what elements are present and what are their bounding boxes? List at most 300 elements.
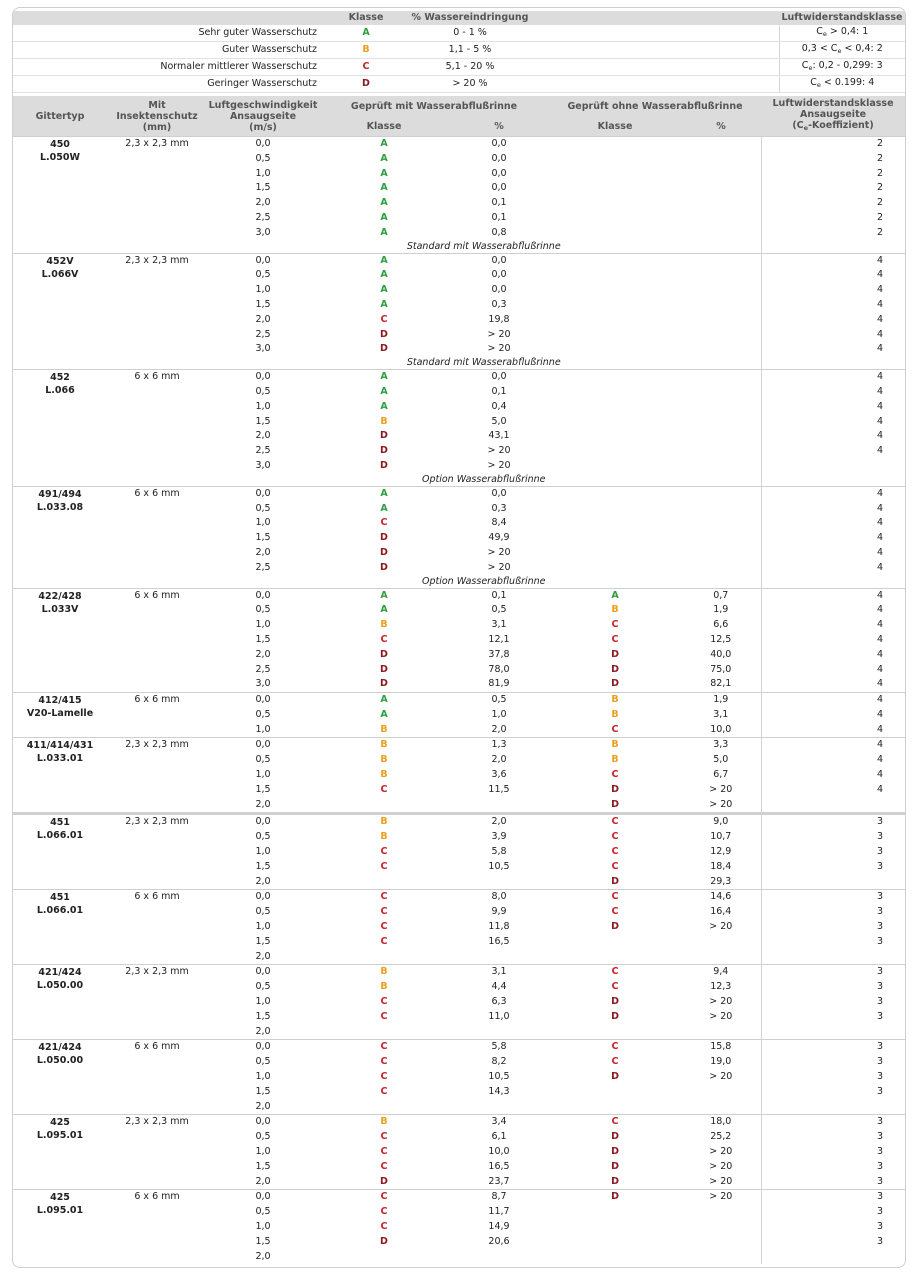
- pct-mit-cell: 1,0: [491, 708, 507, 720]
- luftwiderstand-cell: 3: [761, 1160, 905, 1175]
- luftgeschwindigkeit-cell: 2,0: [255, 1175, 271, 1187]
- klasse-ohne-cell: [549, 1250, 681, 1265]
- pct-mit-cell: 11,5: [488, 783, 510, 795]
- pct-ohne-cell: [681, 283, 761, 298]
- pct-mit-cell: 0,5: [449, 693, 549, 708]
- klasse-ohne-cell: [549, 181, 681, 196]
- table-row: [13, 253, 905, 268]
- pct-mit-cell: [449, 1250, 549, 1265]
- klasse-mit-cell: A: [380, 708, 388, 720]
- klasse-mit-cell: D: [380, 532, 388, 544]
- pct-ohne-cell: [681, 1205, 761, 1220]
- pct-ohne-cell: [681, 1025, 761, 1040]
- pct-mit-cell: 0,0: [491, 182, 507, 194]
- klasse-ohne-cell: [549, 935, 681, 950]
- luftgeschwindigkeit-cell: 0,0: [207, 1190, 319, 1205]
- pct-mit-cell: 14,9: [488, 1220, 510, 1232]
- group-note: Option Wasserabflußrinne: [422, 575, 546, 587]
- klasse-ohne-cell: [549, 1085, 681, 1100]
- klasse-mit-cell: A: [319, 370, 449, 385]
- klasse-mit-cell: C: [380, 935, 388, 947]
- luftwiderstand-cell: 4: [761, 516, 905, 531]
- pct-ohne-cell: > 20: [709, 1071, 733, 1083]
- pct-ohne-cell: 1,9: [713, 604, 729, 616]
- pct-ohne-cell: [681, 935, 761, 950]
- pct-ohne-cell: [681, 950, 761, 965]
- klasse-ohne-cell: C: [611, 769, 619, 781]
- klasse-mit-cell: C: [380, 1056, 388, 1068]
- luftwiderstand-cell: 3: [761, 1130, 905, 1145]
- luftwiderstand-cell: 4: [761, 531, 905, 546]
- pct-ohne-cell: 12,5: [710, 633, 732, 645]
- pct-mit-cell: [449, 950, 549, 965]
- klasse-mit-cell: C: [380, 783, 388, 795]
- pct-mit-cell: > 20: [487, 328, 511, 340]
- pct-ohne-cell: 40,0: [710, 648, 732, 660]
- klasse-mit-cell: C: [380, 1220, 388, 1232]
- luftwiderstand-cell: 4: [761, 253, 905, 268]
- klasse-ohne-cell: C: [611, 723, 619, 735]
- klasse-mit-cell: C: [380, 846, 388, 858]
- pct-mit-cell: 19,8: [488, 313, 510, 325]
- table-row: [13, 1190, 905, 1205]
- legend-luftwiderstand: $C_e$: 0,2 - 0,299: 3: [779, 59, 905, 76]
- col-header-luftwiderstand: Luftwiderstandsklasse Ansaugseite $(C_e-Koeffizient)$: [761, 96, 905, 137]
- pct-mit-cell: 0,8: [491, 226, 507, 238]
- klasse-mit-cell: A: [319, 486, 449, 501]
- luftgeschwindigkeit-cell: 0,5: [255, 385, 271, 397]
- luftgeschwindigkeit-cell: 0,5: [255, 1206, 271, 1218]
- klasse-mit-cell: D: [380, 1235, 388, 1247]
- luftwiderstand-cell: 3: [761, 905, 905, 920]
- klasse-ohne-cell: C: [611, 906, 619, 918]
- klasse-mit-cell: D: [380, 678, 388, 690]
- klasse-mit-cell: A: [380, 182, 388, 194]
- luftwiderstand-cell: 4: [761, 663, 905, 678]
- klasse-ohne-cell: D: [611, 1010, 619, 1022]
- luftgeschwindigkeit-cell: 1,0: [255, 846, 271, 858]
- pct-mit-cell: 11,8: [488, 921, 510, 933]
- luftgeschwindigkeit-cell: 0,0: [207, 253, 319, 268]
- klasse-ohne-cell: [549, 516, 681, 531]
- table-row: [13, 1040, 905, 1055]
- pct-ohne-cell: [681, 313, 761, 328]
- klasse-ohne-cell: D: [611, 678, 619, 690]
- klasse-ohne-cell: C: [611, 981, 619, 993]
- klasse-ohne-cell: D: [611, 798, 619, 810]
- luftgeschwindigkeit-cell: 0,0: [207, 1115, 319, 1130]
- klasse-mit-cell: C: [380, 996, 388, 1008]
- legend-description: Normaler mittlerer Wasserschutz: [13, 59, 325, 76]
- luftwiderstand-cell: 4: [761, 400, 905, 415]
- luftwiderstand-cell: 3: [761, 1085, 905, 1100]
- luftgeschwindigkeit-cell: 1,5: [255, 298, 271, 310]
- pct-mit-cell: 0,4: [491, 400, 507, 412]
- table-row: [13, 890, 905, 905]
- luftwiderstand-cell: 2: [761, 211, 905, 226]
- klasse-ohne-cell: [549, 950, 681, 965]
- luftgeschwindigkeit-cell: 1,5: [255, 1010, 271, 1022]
- klasse-ohne-cell: C: [549, 890, 681, 905]
- insektenschutz-cell: 6 x 6 mm: [107, 486, 207, 588]
- pct-mit-cell: 3,6: [491, 769, 507, 781]
- klasse-mit-cell: B: [380, 415, 388, 427]
- pct-mit-cell: 43,1: [488, 430, 510, 442]
- luftwiderstand-cell: 2: [761, 196, 905, 211]
- luftgeschwindigkeit-cell: 2,0: [255, 546, 271, 558]
- luftgeschwindigkeit-cell: 1,5: [255, 415, 271, 427]
- col-header-klasse-mit: Klasse: [319, 116, 449, 137]
- pct-mit-cell: 6,1: [491, 1131, 507, 1143]
- insektenschutz-cell: 6 x 6 mm: [107, 370, 207, 487]
- luftwiderstand-cell: 3: [761, 830, 905, 845]
- gittertyp-cell: 421/424 L.050.00: [13, 965, 107, 1040]
- klasse-ohne-cell: [549, 167, 681, 182]
- gittertyp-cell: 452 L.066: [13, 370, 107, 487]
- klasse-mit-cell: C: [380, 1010, 388, 1022]
- pct-ohne-cell: 10,0: [710, 723, 732, 735]
- klasse-mit-cell: [319, 875, 449, 890]
- insektenschutz-cell: 6 x 6 mm: [107, 1190, 207, 1264]
- pct-mit-cell: 3,1: [491, 619, 507, 631]
- insektenschutz-cell: 2,3 x 2,3 mm: [107, 137, 207, 254]
- pct-mit-cell: 8,4: [491, 517, 507, 529]
- klasse-ohne-cell: C: [611, 860, 619, 872]
- legend-percentage: 5,1 - 20 %: [407, 59, 533, 76]
- luftwiderstand-cell: [761, 950, 905, 965]
- table-body: [13, 137, 905, 1265]
- klasse-mit-cell: C: [380, 1131, 388, 1143]
- gittertyp-cell: 451 L.066.01: [13, 890, 107, 965]
- luftgeschwindigkeit-cell: 1,5: [255, 783, 271, 795]
- klasse-ohne-cell: [549, 486, 681, 501]
- luftgeschwindigkeit-cell: 1,5: [255, 1085, 271, 1097]
- luftgeschwindigkeit-cell: 0,5: [255, 708, 271, 720]
- klasse-mit-cell: C: [319, 1040, 449, 1055]
- luftwiderstand-cell: 3: [761, 1220, 905, 1235]
- klasse-ohne-cell: [549, 1235, 681, 1250]
- klasse-ohne-cell: B: [549, 693, 681, 708]
- klasse-mit-cell: B: [319, 814, 449, 830]
- klasse-ohne-cell: D: [611, 1175, 619, 1187]
- klasse-ohne-cell: [549, 415, 681, 430]
- table-row: [13, 370, 905, 385]
- klasse-mit-cell: C: [380, 313, 388, 325]
- pct-mit-cell: 5,8: [449, 1040, 549, 1055]
- pct-ohne-cell: [681, 268, 761, 283]
- pct-mit-cell: 9,9: [491, 906, 507, 918]
- pct-mit-cell: 37,8: [488, 648, 510, 660]
- pct-mit-cell: 16,5: [488, 935, 510, 947]
- col-header-ohne-rinne: Geprüft ohne Wasserabflußrinne: [549, 96, 761, 116]
- luftgeschwindigkeit-cell: 0,5: [255, 1131, 271, 1143]
- luftwiderstand-cell: 3: [761, 995, 905, 1010]
- luftgeschwindigkeit-cell: 0,0: [207, 137, 319, 152]
- klasse-mit-cell: D: [380, 343, 388, 355]
- luftwiderstand-cell: [761, 1100, 905, 1115]
- luftwiderstand-cell: 3: [761, 920, 905, 935]
- pct-ohne-cell: [681, 298, 761, 313]
- klasse-mit-cell: D: [380, 430, 388, 442]
- klasse-mit-cell: A: [380, 400, 388, 412]
- klasse-ohne-cell: D: [611, 1146, 619, 1157]
- legend-class: B: [325, 42, 407, 59]
- klasse-ohne-cell: [549, 1205, 681, 1220]
- legend-description: Guter Wasserschutz: [13, 42, 325, 59]
- legend-luftwiderstand: $C_e > 0,4$: 1: [779, 25, 905, 42]
- pct-ohne-cell: [681, 196, 761, 211]
- pct-ohne-cell: [681, 400, 761, 415]
- klasse-mit-cell: B: [319, 965, 449, 980]
- luftwiderstand-cell: 4: [761, 738, 905, 753]
- klasse-mit-cell: D: [380, 648, 388, 660]
- klasse-ohne-cell: [549, 370, 681, 385]
- luftwiderstand-cell: 4: [761, 708, 905, 723]
- luftwiderstand-cell: 4: [761, 588, 905, 603]
- luftwiderstand-cell: 3: [761, 860, 905, 875]
- klasse-ohne-cell: C: [611, 619, 619, 631]
- klasse-mit-cell: C: [380, 860, 388, 872]
- luftgeschwindigkeit-cell: 0,5: [255, 502, 271, 514]
- klasse-mit-cell: [319, 798, 449, 814]
- pct-ohne-cell: 16,4: [710, 906, 732, 918]
- luftwiderstand-cell: 4: [761, 444, 905, 459]
- klasse-ohne-cell: [549, 328, 681, 343]
- pct-ohne-cell: > 20: [709, 783, 733, 795]
- pct-mit-cell: [449, 1100, 549, 1115]
- luftgeschwindigkeit-cell: 2,0: [255, 1025, 271, 1037]
- legend-table: [13, 11, 905, 93]
- klasse-mit-cell: [319, 950, 449, 965]
- luftgeschwindigkeit-cell: 0,0: [207, 693, 319, 708]
- pct-ohne-cell: 3,3: [681, 738, 761, 753]
- legend-description: Geringer Wasserschutz: [13, 76, 325, 93]
- pct-mit-cell: 0,0: [491, 269, 507, 281]
- pct-mit-cell: 5,8: [491, 846, 507, 858]
- klasse-ohne-cell: A: [549, 588, 681, 603]
- klasse-mit-cell: C: [380, 517, 388, 529]
- pct-ohne-cell: > 20: [709, 1175, 733, 1187]
- klasse-mit-cell: C: [380, 921, 388, 933]
- luftgeschwindigkeit-cell: 1,5: [255, 1235, 271, 1247]
- pct-ohne-cell: 10,7: [710, 831, 732, 843]
- pct-mit-cell: 12,1: [488, 633, 510, 645]
- luftwiderstand-cell: 4: [761, 723, 905, 738]
- klasse-ohne-cell: C: [549, 1115, 681, 1130]
- pct-ohne-cell: [681, 459, 761, 474]
- legend-class: D: [325, 76, 407, 93]
- luftgeschwindigkeit-cell: 2,5: [255, 663, 271, 675]
- col-header-insektenschutz: Mit Insektenschutz (mm): [107, 96, 207, 137]
- luftwiderstand-cell: 3: [761, 935, 905, 950]
- luftgeschwindigkeit-cell: 0,5: [255, 604, 271, 616]
- table-row: [13, 1115, 905, 1130]
- luftgeschwindigkeit-cell: 0,0: [207, 1040, 319, 1055]
- table-row: [13, 814, 905, 830]
- luftwiderstand-cell: 3: [761, 1235, 905, 1250]
- luftwiderstand-cell: 4: [761, 693, 905, 708]
- pct-ohne-cell: [681, 211, 761, 226]
- luftgeschwindigkeit-cell: 0,5: [255, 152, 271, 164]
- klasse-ohne-cell: [549, 444, 681, 459]
- luftgeschwindigkeit-cell: 0,0: [207, 965, 319, 980]
- pct-mit-cell: 3,9: [491, 831, 507, 843]
- pct-ohne-cell: > 20: [709, 1146, 733, 1157]
- pct-mit-cell: [449, 1025, 549, 1040]
- luftgeschwindigkeit-cell: 1,0: [255, 1071, 271, 1083]
- klasse-ohne-cell: [549, 1220, 681, 1235]
- luftgeschwindigkeit-cell: 1,0: [255, 517, 271, 529]
- pct-ohne-cell: 12,3: [710, 981, 732, 993]
- klasse-ohne-cell: [549, 546, 681, 561]
- pct-ohne-cell: [681, 546, 761, 561]
- pct-mit-cell: 6,3: [491, 996, 507, 1008]
- klasse-ohne-cell: C: [611, 633, 619, 645]
- luftgeschwindigkeit-cell: 0,5: [255, 831, 271, 843]
- legend-header-lw: Luftwiderstandsklasse: [779, 11, 905, 25]
- legend-percentage: 1,1 - 5 %: [407, 42, 533, 59]
- pct-ohne-cell: > 20: [709, 1010, 733, 1022]
- pct-mit-cell: 78,0: [488, 663, 510, 675]
- pct-ohne-cell: [681, 370, 761, 385]
- pct-ohne-cell: [681, 415, 761, 430]
- table-card: [12, 7, 906, 1268]
- pct-ohne-cell: 18,0: [681, 1115, 761, 1130]
- luftwiderstand-cell: 2: [761, 152, 905, 167]
- klasse-mit-cell: A: [380, 269, 388, 281]
- pct-ohne-cell: [681, 253, 761, 268]
- gittertyp-cell: 412/415 V20-Lamelle: [13, 693, 107, 738]
- pct-mit-cell: 0,0: [491, 167, 507, 179]
- pct-ohne-cell: 9,4: [681, 965, 761, 980]
- klasse-ohne-cell: [549, 561, 681, 576]
- pct-mit-cell: > 20: [487, 561, 511, 573]
- luftwiderstand-cell: [761, 875, 905, 890]
- luftgeschwindigkeit-cell: 1,5: [255, 1160, 271, 1172]
- col-header-pct-mit: %: [449, 116, 549, 137]
- luftgeschwindigkeit-cell: 1,5: [255, 633, 271, 645]
- pct-mit-cell: 81,9: [488, 678, 510, 690]
- pct-mit-cell: 8,0: [449, 890, 549, 905]
- gittertyp-cell: 491/494 L.033.08: [13, 486, 107, 588]
- luftgeschwindigkeit-cell: 0,0: [207, 890, 319, 905]
- table-header-row: [13, 96, 905, 116]
- luftgeschwindigkeit-cell: 0,0: [207, 738, 319, 753]
- klasse-mit-cell: A: [380, 211, 388, 223]
- klasse-ohne-cell: [549, 429, 681, 444]
- luftgeschwindigkeit-cell: 0,5: [255, 906, 271, 918]
- pct-mit-cell: > 20: [487, 546, 511, 558]
- klasse-mit-cell: C: [380, 1206, 388, 1218]
- klasse-mit-cell: B: [380, 831, 388, 843]
- insektenschutz-cell: 6 x 6 mm: [107, 588, 207, 693]
- luftwiderstand-cell: 4: [761, 313, 905, 328]
- pct-ohne-cell: 1,9: [681, 693, 761, 708]
- luftwiderstand-cell: [761, 1250, 905, 1265]
- pct-mit-cell: 11,7: [488, 1206, 510, 1218]
- luftwiderstand-cell: 4: [761, 618, 905, 633]
- luftgeschwindigkeit-cell: 1,0: [255, 1220, 271, 1232]
- klasse-mit-cell: A: [380, 197, 388, 209]
- klasse-ohne-cell: [549, 531, 681, 546]
- luftwiderstand-cell: 4: [761, 415, 905, 430]
- insektenschutz-cell: 2,3 x 2,3 mm: [107, 1115, 207, 1190]
- pct-ohne-cell: [681, 342, 761, 357]
- klasse-ohne-cell: [549, 196, 681, 211]
- table-row: [13, 137, 905, 152]
- luftwiderstand-cell: [761, 459, 905, 474]
- legend-percentage: > 20 %: [407, 76, 533, 93]
- klasse-ohne-cell: [549, 226, 681, 241]
- pct-mit-cell: 23,7: [488, 1175, 510, 1187]
- legend-header-pct: % Wassereindringung: [407, 11, 533, 25]
- legend-class: C: [325, 59, 407, 76]
- luftgeschwindigkeit-cell: 1,0: [255, 400, 271, 412]
- pct-ohne-cell: 75,0: [710, 663, 732, 675]
- gittertyp-cell: 411/414/431 L.033.01: [13, 738, 107, 814]
- pct-mit-cell: 0,0: [449, 253, 549, 268]
- klasse-ohne-cell: D: [611, 783, 619, 795]
- pct-mit-cell: [449, 798, 549, 814]
- klasse-mit-cell: C: [380, 1146, 388, 1157]
- klasse-mit-cell: A: [380, 385, 388, 397]
- klasse-mit-cell: B: [380, 981, 388, 993]
- luftgeschwindigkeit-cell: 2,5: [255, 561, 271, 573]
- gittertyp-cell: 450 L.050W: [13, 137, 107, 254]
- luftwiderstand-cell: 3: [761, 1070, 905, 1085]
- pct-ohne-cell: > 20: [709, 1160, 733, 1172]
- legend-class: A: [325, 25, 407, 42]
- pct-ohne-cell: [681, 1220, 761, 1235]
- klasse-ohne-cell: C: [611, 846, 619, 858]
- pct-mit-cell: 0,5: [491, 604, 507, 616]
- pct-ohne-cell: 14,6: [681, 890, 761, 905]
- klasse-mit-cell: C: [380, 906, 388, 918]
- luftwiderstand-cell: 3: [761, 980, 905, 995]
- pct-mit-cell: 1,3: [449, 738, 549, 753]
- luftwiderstand-cell: 3: [761, 1175, 905, 1190]
- klasse-ohne-cell: D: [611, 648, 619, 660]
- pct-ohne-cell: 15,8: [681, 1040, 761, 1055]
- luftwiderstand-cell: 3: [761, 1055, 905, 1070]
- pct-mit-cell: 10,5: [488, 860, 510, 872]
- pct-mit-cell: 8,7: [449, 1190, 549, 1205]
- insektenschutz-cell: 6 x 6 mm: [107, 890, 207, 965]
- luftgeschwindigkeit-cell: 0,5: [255, 1056, 271, 1068]
- pct-mit-cell: 20,6: [488, 1235, 510, 1247]
- klasse-ohne-cell: D: [549, 1190, 681, 1205]
- legend-percentage: 0 - 1 %: [407, 25, 533, 42]
- luftwiderstand-cell: 3: [761, 1040, 905, 1055]
- klasse-mit-cell: B: [319, 738, 449, 753]
- klasse-ohne-cell: D: [611, 996, 619, 1008]
- klasse-mit-cell: D: [380, 546, 388, 558]
- luftwiderstand-cell: 3: [761, 1145, 905, 1160]
- luftwiderstand-cell: 4: [761, 268, 905, 283]
- luftwiderstand-cell: 4: [761, 429, 905, 444]
- pct-mit-cell: 2,0: [491, 723, 507, 735]
- klasse-mit-cell: A: [380, 502, 388, 514]
- luftwiderstand-cell: 4: [761, 502, 905, 517]
- luftwiderstand-cell: 2: [761, 181, 905, 196]
- luftgeschwindigkeit-cell: 1,5: [255, 935, 271, 947]
- luftwiderstand-cell: 4: [761, 633, 905, 648]
- pct-ohne-cell: [681, 531, 761, 546]
- klasse-mit-cell: [319, 1025, 449, 1040]
- luftgeschwindigkeit-cell: 2,0: [255, 798, 271, 810]
- group-note: Option Wasserabflußrinne: [422, 473, 546, 485]
- pct-mit-cell: 8,2: [491, 1056, 507, 1068]
